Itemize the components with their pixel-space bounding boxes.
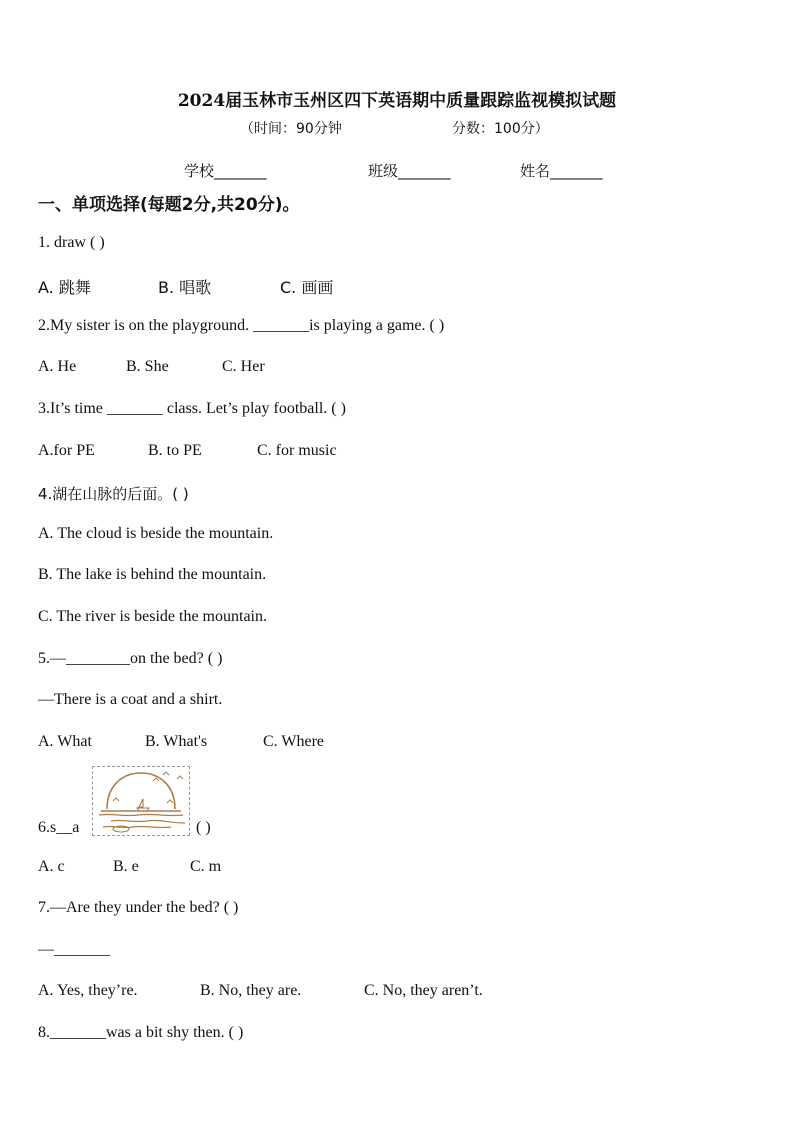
question-5-option-c: C. Where [263, 733, 325, 750]
class-field: 班级_______ [368, 162, 451, 180]
question-2-stem: 2.My sister is on the playground. _______is playing a game. ( ) [38, 317, 445, 334]
question-4-option-c: C. The river is beside the mountain. [38, 608, 267, 625]
school-field: 学校_______ [184, 162, 267, 180]
question-6-option-a: A. c [38, 858, 65, 875]
question-2-option-b: B. She [126, 358, 169, 375]
sea-sunset-picture [92, 766, 190, 836]
question-8-stem: 8._______was a bit shy then. ( ) [38, 1024, 244, 1041]
question-3-option-b: B. to PE [148, 442, 202, 459]
question-7-option-a: A. Yes, they’re. [38, 982, 138, 999]
question-1-option-b: B. 唱歌 [158, 278, 212, 297]
question-1-option-c: C. 画画 [280, 278, 334, 297]
question-3-stem: 3.It’s time _______ class. Let’s play football. ( ) [38, 400, 346, 417]
question-4-option-b: B. The lake is behind the mountain. [38, 566, 267, 583]
question-4-stem: 4.湖在山脉的后面。( ) [38, 485, 189, 503]
question-6-answer-parens: ( ) [196, 819, 211, 836]
exam-score: 分数：100分） [452, 121, 549, 137]
question-2-option-c: C. Her [222, 358, 265, 375]
question-7-stem: 7.—Are they under the bed? ( ) [38, 899, 239, 916]
question-3-option-a: A.for PE [38, 442, 95, 459]
question-7-option-b: B. No, they are. [200, 982, 302, 999]
page-title: 2024届玉林市玉州区四下英语期中质量跟踪监视模拟试题 [177, 91, 617, 111]
question-6-stem: 6.s__a [38, 819, 80, 836]
question-6-option-c: C. m [190, 858, 222, 875]
exam-time: （时间：90分钟 [240, 121, 342, 137]
question-3-option-c: C. for music [257, 442, 337, 459]
question-5-answer-line: —There is a coat and a shirt. [38, 691, 223, 708]
question-1-option-a: A. 跳舞 [38, 278, 91, 297]
question-6-option-b: B. e [113, 858, 139, 875]
section-heading: 一、单项选择(每题2分,共20分)。 [38, 195, 300, 215]
question-1-stem: 1. draw ( ) [38, 234, 105, 251]
question-7-answer-line: —_______ [38, 941, 110, 958]
question-7-option-c: C. No, they aren’t. [364, 982, 483, 999]
question-2-option-a: A. He [38, 358, 77, 375]
question-5-option-a: A. What [38, 733, 92, 750]
question-5-stem: 5.—________on the bed? ( ) [38, 650, 223, 667]
question-5-option-b: B. What's [145, 733, 208, 750]
name-field: 姓名_______ [520, 162, 603, 180]
question-4-option-a: A. The cloud is beside the mountain. [38, 525, 274, 542]
